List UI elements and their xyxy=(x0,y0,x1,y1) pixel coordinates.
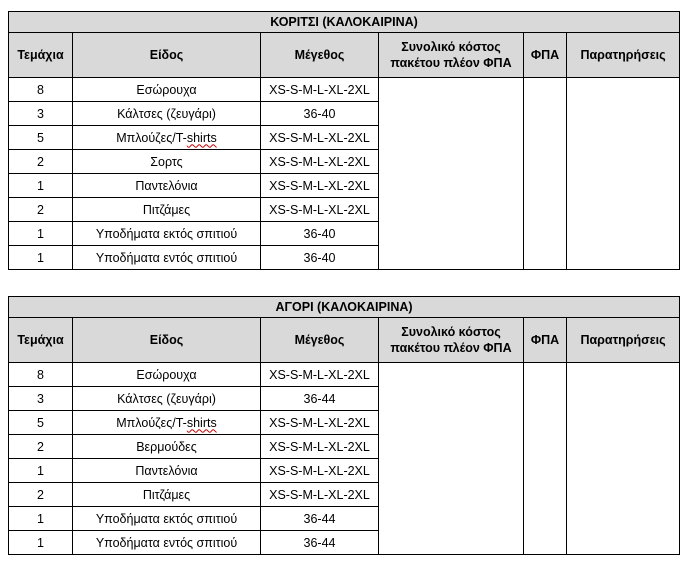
item-cell: Πιτζάμες xyxy=(73,198,261,222)
boys-summer-table xyxy=(8,296,680,555)
qty-cell: 1 xyxy=(9,459,73,483)
header-item: Είδος xyxy=(73,33,261,78)
vat-cell[interactable] xyxy=(524,363,567,555)
qty-cell: 1 xyxy=(9,174,73,198)
qty-cell: 5 xyxy=(9,411,73,435)
spellcheck-word: shirts xyxy=(186,130,217,145)
item-cell: Κάλτσες (ζευγάρι) xyxy=(73,387,261,411)
size-cell: XS-S-M-L-XL-2XL xyxy=(261,126,379,150)
item-cell: Παντελόνια xyxy=(73,459,261,483)
item-cell: Πιτζάμες xyxy=(73,483,261,507)
qty-cell: 2 xyxy=(9,198,73,222)
spellcheck-word: shirts xyxy=(186,415,217,430)
size-cell: 36-44 xyxy=(261,507,379,531)
qty-cell: 1 xyxy=(9,222,73,246)
girls-summer-table xyxy=(8,11,680,270)
header-vat: ΦΠΑ xyxy=(524,318,567,363)
qty-cell: 3 xyxy=(9,102,73,126)
size-cell: XS-S-M-L-XL-2XL xyxy=(261,150,379,174)
qty-cell: 2 xyxy=(9,483,73,507)
header-total-cost: Συνολικό κόστος πακέτου πλέον ΦΠΑ xyxy=(379,318,524,363)
item-cell: Υποδήματα εντός σπιτιού xyxy=(73,531,261,555)
size-cell: 36-44 xyxy=(261,531,379,555)
header-item: Είδος xyxy=(73,318,261,363)
size-cell: 36-40 xyxy=(261,222,379,246)
size-cell: 36-44 xyxy=(261,387,379,411)
size-cell: XS-S-M-L-XL-2XL xyxy=(261,363,379,387)
total-cost-cell[interactable] xyxy=(379,363,524,555)
qty-cell: 8 xyxy=(9,78,73,102)
item-cell: Υποδήματα εντός σπιτιού xyxy=(73,246,261,270)
header-size: Μέγεθος xyxy=(261,318,379,363)
qty-cell: 1 xyxy=(9,531,73,555)
size-cell: XS-S-M-L-XL-2XL xyxy=(261,435,379,459)
item-cell: Υποδήματα εκτός σπιτιού xyxy=(73,507,261,531)
qty-cell: 1 xyxy=(9,246,73,270)
header-remarks: Παρατηρήσεις xyxy=(567,33,680,78)
qty-cell: 2 xyxy=(9,150,73,174)
item-cell: Βερμούδες xyxy=(73,435,261,459)
size-cell: XS-S-M-L-XL-2XL xyxy=(261,174,379,198)
item-text: Μπλούζες/T- xyxy=(116,415,187,430)
qty-cell: 2 xyxy=(9,435,73,459)
header-remarks: Παρατηρήσεις xyxy=(567,318,680,363)
size-cell: XS-S-M-L-XL-2XL xyxy=(261,483,379,507)
qty-cell: 5 xyxy=(9,126,73,150)
size-cell: XS-S-M-L-XL-2XL xyxy=(261,198,379,222)
remarks-cell[interactable] xyxy=(567,363,680,555)
item-cell: Εσώρουχα xyxy=(73,363,261,387)
item-cell: Παντελόνια xyxy=(73,174,261,198)
item-cell: Υποδήματα εκτός σπιτιού xyxy=(73,222,261,246)
header-quantity: Τεμάχια xyxy=(9,33,73,78)
size-cell: 36-40 xyxy=(261,246,379,270)
header-vat: ΦΠΑ xyxy=(524,33,567,78)
qty-cell: 8 xyxy=(9,363,73,387)
item-cell: Εσώρουχα xyxy=(73,78,261,102)
total-cost-cell[interactable] xyxy=(379,78,524,270)
size-cell: 36-40 xyxy=(261,102,379,126)
table-row xyxy=(9,78,680,102)
table-title: ΚΟΡΙΤΣΙ (ΚΑΛΟΚΑΙΡΙΝΑ) xyxy=(9,12,680,33)
qty-cell: 1 xyxy=(9,507,73,531)
header-quantity: Τεμάχια xyxy=(9,318,73,363)
item-cell: Σορτς xyxy=(73,150,261,174)
size-cell: XS-S-M-L-XL-2XL xyxy=(261,411,379,435)
size-cell: XS-S-M-L-XL-2XL xyxy=(261,78,379,102)
header-size: Μέγεθος xyxy=(261,33,379,78)
vat-cell[interactable] xyxy=(524,78,567,270)
size-cell: XS-S-M-L-XL-2XL xyxy=(261,459,379,483)
table-title: ΑΓΟΡΙ (ΚΑΛΟΚΑΙΡΙΝΑ) xyxy=(9,297,680,318)
remarks-cell[interactable] xyxy=(567,78,680,270)
item-cell xyxy=(73,126,261,150)
qty-cell: 3 xyxy=(9,387,73,411)
item-cell: Κάλτσες (ζευγάρι) xyxy=(73,102,261,126)
table-row xyxy=(9,363,680,387)
item-cell xyxy=(73,411,261,435)
item-text: Μπλούζες/T- xyxy=(116,130,187,145)
header-total-cost: Συνολικό κόστος πακέτου πλέον ΦΠΑ xyxy=(379,33,524,78)
